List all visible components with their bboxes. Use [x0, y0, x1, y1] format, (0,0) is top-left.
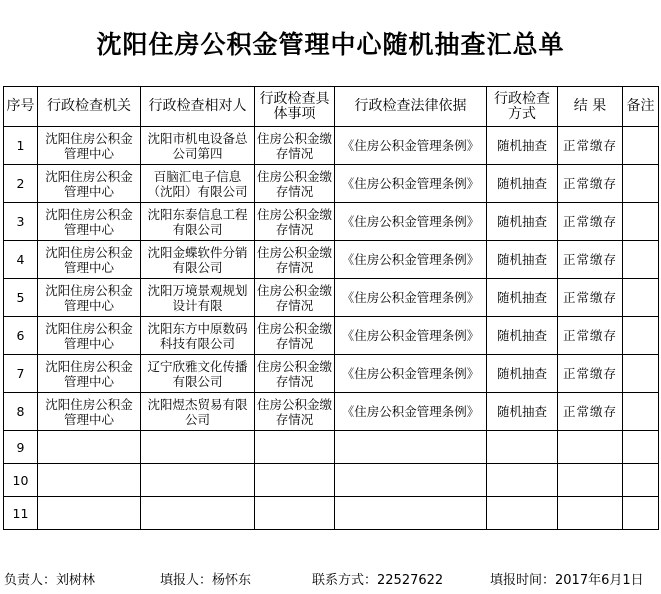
cell-result: 正常缴存 [558, 127, 623, 165]
cell-agency [38, 464, 141, 497]
cell-party [141, 497, 255, 530]
cell-method [487, 497, 558, 530]
cell-basis: 《住房公积金管理条例》 [335, 165, 487, 203]
cell-basis: 《住房公积金管理条例》 [335, 393, 487, 431]
cell-item: 住房公积金缴存情况 [255, 203, 335, 241]
cell-note [623, 127, 659, 165]
cell-note [623, 165, 659, 203]
cell-item [255, 497, 335, 530]
cell-item: 住房公积金缴存情况 [255, 393, 335, 431]
cell-no: 11 [4, 497, 38, 530]
cell-agency: 沈阳住房公积金管理中心 [38, 241, 141, 279]
inspection-table [3, 86, 659, 530]
table-row [4, 203, 659, 241]
cell-note [623, 355, 659, 393]
cell-agency: 沈阳住房公积金管理中心 [38, 355, 141, 393]
cell-item: 住房公积金缴存情况 [255, 279, 335, 317]
header-row [4, 87, 659, 127]
contact-info: 联系方式：22527622 [312, 573, 444, 588]
cell-no: 2 [4, 165, 38, 203]
cell-agency: 沈阳住房公积金管理中心 [38, 317, 141, 355]
cell-method: 随机抽查 [487, 393, 558, 431]
cell-note [623, 203, 659, 241]
cell-result: 正常缴存 [558, 355, 623, 393]
cell-no: 6 [4, 317, 38, 355]
cell-result [558, 431, 623, 464]
table-row-empty [4, 464, 659, 497]
cell-party: 辽宁欣雅文化传播有限公司 [141, 355, 255, 393]
cell-item: 住房公积金缴存情况 [255, 355, 335, 393]
cell-note [623, 464, 659, 497]
cell-note [623, 431, 659, 464]
table-row-empty [4, 431, 659, 464]
cell-note [623, 393, 659, 431]
cell-basis [335, 497, 487, 530]
column-header-result: 结 果 [558, 87, 623, 127]
cell-item [255, 464, 335, 497]
cell-result: 正常缴存 [558, 241, 623, 279]
cell-note [623, 497, 659, 530]
cell-method: 随机抽查 [487, 355, 558, 393]
cell-item: 住房公积金缴存情况 [255, 317, 335, 355]
cell-basis: 《住房公积金管理条例》 [335, 279, 487, 317]
cell-party: 沈阳市机电设备总公司第四 [141, 127, 255, 165]
cell-no: 3 [4, 203, 38, 241]
cell-item: 住房公积金缴存情况 [255, 165, 335, 203]
cell-basis: 《住房公积金管理条例》 [335, 127, 487, 165]
cell-method: 随机抽查 [487, 279, 558, 317]
cell-agency: 沈阳住房公积金管理中心 [38, 279, 141, 317]
cell-no: 7 [4, 355, 38, 393]
cell-party: 沈阳万境景观规划设计有限 [141, 279, 255, 317]
column-header-basis: 行政检查法律依据 [335, 87, 487, 127]
cell-basis [335, 464, 487, 497]
cell-basis: 《住房公积金管理条例》 [335, 241, 487, 279]
cell-party: 沈阳东泰信息工程有限公司 [141, 203, 255, 241]
cell-result [558, 497, 623, 530]
cell-method [487, 464, 558, 497]
table-row [4, 279, 659, 317]
cell-result: 正常缴存 [558, 279, 623, 317]
cell-method [487, 431, 558, 464]
cell-agency: 沈阳住房公积金管理中心 [38, 393, 141, 431]
cell-party [141, 431, 255, 464]
cell-result [558, 464, 623, 497]
cell-result: 正常缴存 [558, 393, 623, 431]
column-header-agency: 行政检查机关 [38, 87, 141, 127]
cell-method: 随机抽查 [487, 127, 558, 165]
cell-result: 正常缴存 [558, 317, 623, 355]
cell-agency: 沈阳住房公积金管理中心 [38, 127, 141, 165]
cell-note [623, 279, 659, 317]
fill-date: 填报时间：2017年6月1日 [490, 573, 644, 588]
page-title: 沈阳住房公积金管理中心随机抽查汇总单 [96, 30, 565, 59]
cell-no: 5 [4, 279, 38, 317]
cell-method: 随机抽查 [487, 203, 558, 241]
table-row [4, 241, 659, 279]
cell-party: 沈阳东方中原数码科技有限公司 [141, 317, 255, 355]
cell-no: 8 [4, 393, 38, 431]
footer [0, 563, 661, 591]
cell-method: 随机抽查 [487, 317, 558, 355]
cell-method: 随机抽查 [487, 165, 558, 203]
cell-result: 正常缴存 [558, 203, 623, 241]
cell-item: 住房公积金缴存情况 [255, 127, 335, 165]
cell-basis: 《住房公积金管理条例》 [335, 355, 487, 393]
table-row [4, 393, 659, 431]
cell-method: 随机抽查 [487, 241, 558, 279]
column-header-party: 行政检查相对人 [141, 87, 255, 127]
cell-party: 沈阳金蝶软件分销有限公司 [141, 241, 255, 279]
responsible-person: 负责人：刘树林 [4, 573, 96, 588]
column-header-note: 备注 [623, 87, 659, 127]
table-row [4, 165, 659, 203]
cell-basis [335, 431, 487, 464]
cell-party: 沈阳煜杰贸易有限公司 [141, 393, 255, 431]
table-row [4, 317, 659, 355]
cell-note [623, 241, 659, 279]
cell-party: 百脑汇电子信息（沈阳）有限公司 [141, 165, 255, 203]
cell-basis: 《住房公积金管理条例》 [335, 317, 487, 355]
cell-agency [38, 431, 141, 464]
column-header-no: 序号 [4, 87, 38, 127]
table-row-empty [4, 497, 659, 530]
cell-no: 9 [4, 431, 38, 464]
cell-basis: 《住房公积金管理条例》 [335, 203, 487, 241]
cell-agency [38, 497, 141, 530]
column-header-item: 行政检查具体事项 [255, 87, 335, 127]
cell-no: 1 [4, 127, 38, 165]
table-row [4, 355, 659, 393]
cell-no: 10 [4, 464, 38, 497]
cell-result: 正常缴存 [558, 165, 623, 203]
column-header-method: 行政检查方式 [487, 87, 558, 127]
cell-party [141, 464, 255, 497]
cell-no: 4 [4, 241, 38, 279]
cell-agency: 沈阳住房公积金管理中心 [38, 165, 141, 203]
cell-agency: 沈阳住房公积金管理中心 [38, 203, 141, 241]
filler-person: 填报人：杨怀东 [160, 573, 252, 588]
cell-item: 住房公积金缴存情况 [255, 241, 335, 279]
table-row [4, 127, 659, 165]
cell-item [255, 431, 335, 464]
cell-note [623, 317, 659, 355]
